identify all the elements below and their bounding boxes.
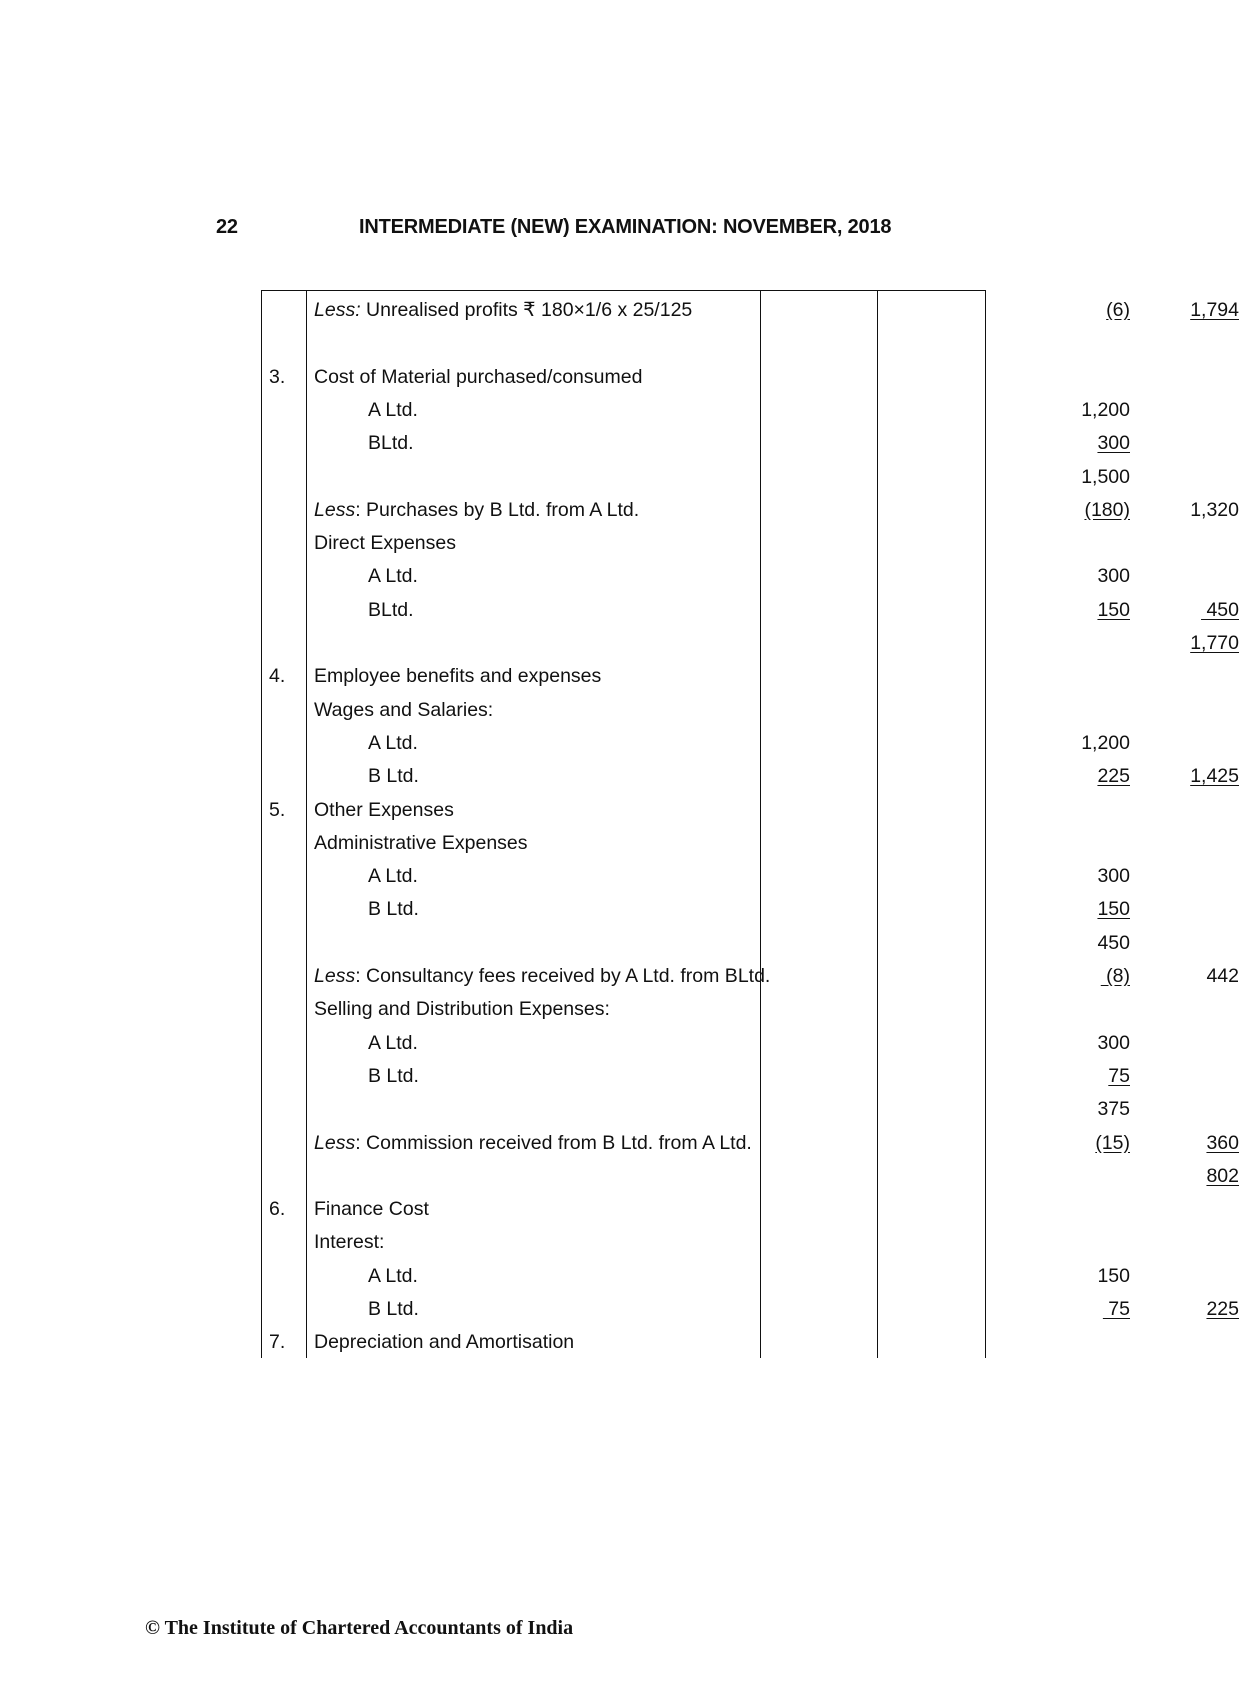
amount-column-2: 225 xyxy=(1206,1298,1239,1320)
amount-column-1: 375 xyxy=(1097,1098,1130,1121)
amount-column-1: (180) xyxy=(1084,498,1130,521)
row-label xyxy=(314,1193,429,1226)
table-row xyxy=(261,327,985,360)
table-row xyxy=(261,927,1130,960)
amount-column-1: 225 xyxy=(1097,765,1130,788)
row-label-text: A Ltd. xyxy=(368,398,418,421)
row-label-text: Depreciation and Amortisation xyxy=(314,1331,575,1354)
amount-column-1: 1,200 xyxy=(1081,731,1130,754)
table-row xyxy=(261,1127,1239,1160)
table-row xyxy=(261,760,1239,793)
row-label xyxy=(368,860,418,893)
table-row xyxy=(261,1193,985,1226)
row-label xyxy=(314,660,601,693)
row-label-text: A Ltd. xyxy=(368,1031,418,1054)
row-label-text: Direct Expenses xyxy=(314,532,456,555)
table-row xyxy=(261,727,1130,760)
row-label xyxy=(368,1060,419,1093)
row-label xyxy=(314,527,456,560)
table-row xyxy=(261,294,1239,327)
row-label xyxy=(368,1027,418,1060)
table-row xyxy=(261,1060,1130,1093)
table-row xyxy=(261,827,985,860)
row-label xyxy=(314,1127,752,1160)
amount-column-2: 442 xyxy=(1206,965,1239,987)
table-row xyxy=(261,660,985,693)
row-label xyxy=(368,1293,419,1326)
table-row xyxy=(261,1027,1130,1060)
row-label xyxy=(314,827,528,860)
row-label xyxy=(314,1226,384,1259)
amount-column-1: 450 xyxy=(1097,931,1130,954)
row-label xyxy=(368,893,419,926)
row-label xyxy=(314,294,692,327)
table-row xyxy=(261,794,985,827)
row-label xyxy=(368,394,418,427)
table-row xyxy=(261,1260,1130,1293)
table-row xyxy=(261,1293,1239,1326)
row-label-prefix: Less xyxy=(314,498,356,521)
amount-column-1: (15) xyxy=(1095,1131,1130,1154)
row-label-text: A Ltd. xyxy=(368,731,418,754)
row-label-prefix: Less xyxy=(314,1131,356,1154)
row-label-text: Selling and Distribution Expenses: xyxy=(314,998,610,1021)
row-label-text: B Ltd. xyxy=(368,1298,419,1320)
row-label-prefix: Less: xyxy=(314,299,361,321)
row-label-text: BLtd. xyxy=(368,598,414,621)
table-row xyxy=(261,993,985,1026)
table-row xyxy=(261,427,1130,460)
row-label-text: Wages and Salaries: xyxy=(314,698,494,721)
amount-column-2: 1,794 xyxy=(1190,299,1239,321)
table-row xyxy=(261,394,1130,427)
amount-column-1: 75 xyxy=(1102,1298,1130,1320)
row-label-text: BLtd. xyxy=(368,432,414,455)
amount-column-2: 360 xyxy=(1206,1131,1239,1154)
page-header: INTERMEDIATE (NEW) EXAMINATION: NOVEMBER, 2018 xyxy=(359,216,892,238)
row-number: 7. xyxy=(269,1331,286,1354)
row-label-text: B Ltd. xyxy=(368,898,419,921)
row-label-text: A Ltd. xyxy=(368,865,418,888)
row-number: 5. xyxy=(269,798,286,821)
row-number: 4. xyxy=(269,665,286,688)
amount-column-1: 300 xyxy=(1097,1031,1130,1054)
amount-column-1: 150 xyxy=(1097,1264,1130,1287)
page-number: 22 xyxy=(216,216,238,238)
amount-column-2: 1,770 xyxy=(1190,632,1239,654)
footer-copyright: © The Institute of Chartered Accountants of India xyxy=(145,1617,574,1639)
row-label-text: : Commission received from B Ltd. from A Ltd. xyxy=(355,1131,752,1154)
row-label xyxy=(314,361,642,394)
table-row xyxy=(261,694,985,727)
amount-column-1: 150 xyxy=(1097,898,1130,921)
table-row xyxy=(261,1326,985,1359)
row-label xyxy=(314,993,610,1026)
row-number: 3. xyxy=(269,365,286,388)
amount-column-1: 75 xyxy=(1108,1064,1130,1087)
amount-column-2: 1,425 xyxy=(1190,765,1239,788)
row-label xyxy=(368,760,419,793)
table-row xyxy=(261,893,1130,926)
table-row xyxy=(261,560,1130,593)
row-label xyxy=(314,794,454,827)
row-label xyxy=(368,427,414,460)
row-label xyxy=(314,960,770,993)
row-label-text: Unrealised profits ₹ 180×1/6 x 25/125 xyxy=(360,299,693,321)
row-label-text: Interest: xyxy=(314,1231,385,1254)
amount-column-1: 150 xyxy=(1097,598,1130,621)
row-label-text: Employee benefits and expenses xyxy=(314,665,602,688)
table-row xyxy=(261,594,1239,627)
row-label-text: : Purchases by B Ltd. from A Ltd. xyxy=(355,498,640,521)
table-row xyxy=(261,1226,985,1259)
row-label-text: Cost of Material purchased/consumed xyxy=(314,365,643,388)
amount-column-1: 300 xyxy=(1097,565,1130,588)
table-row xyxy=(261,527,985,560)
row-label-text: Other Expenses xyxy=(314,798,454,821)
row-label-text: : Consultancy fees received by A Ltd. from BLtd. xyxy=(355,965,771,987)
row-label xyxy=(314,1326,574,1359)
row-label-text: Finance Cost xyxy=(314,1198,429,1221)
row-label xyxy=(368,1260,418,1293)
table-row xyxy=(261,627,1239,660)
row-label-text: B Ltd. xyxy=(368,765,419,788)
row-label-text: A Ltd. xyxy=(368,565,418,588)
row-label-text: Administrative Expenses xyxy=(314,831,528,854)
row-label-text: A Ltd. xyxy=(368,1264,418,1287)
table-row xyxy=(261,860,1130,893)
amount-column-2: 450 xyxy=(1201,598,1239,621)
table-row xyxy=(261,1160,1239,1193)
row-label xyxy=(368,560,418,593)
table-row xyxy=(261,960,1239,993)
row-label-text: B Ltd. xyxy=(368,1064,419,1087)
row-number: 6. xyxy=(269,1198,286,1221)
amount-column-1: 300 xyxy=(1097,865,1130,888)
row-label xyxy=(368,727,418,760)
table-row xyxy=(261,461,1130,494)
amount-column-1: 1,200 xyxy=(1081,398,1130,421)
table-row xyxy=(261,1093,1130,1126)
table-row xyxy=(261,494,1239,527)
amount-column-1: 1,500 xyxy=(1081,465,1130,488)
amount-column-2: 1,320 xyxy=(1190,498,1239,521)
amount-column-1: 300 xyxy=(1097,432,1130,455)
row-label xyxy=(314,494,639,527)
amount-column-1: (6) xyxy=(1106,299,1130,321)
amount-column-1: (8) xyxy=(1100,965,1130,987)
amount-column-2: 802 xyxy=(1206,1164,1239,1187)
row-label-prefix: Less xyxy=(314,965,356,987)
table-row xyxy=(261,361,985,394)
row-label xyxy=(314,694,493,727)
row-label xyxy=(368,594,414,627)
